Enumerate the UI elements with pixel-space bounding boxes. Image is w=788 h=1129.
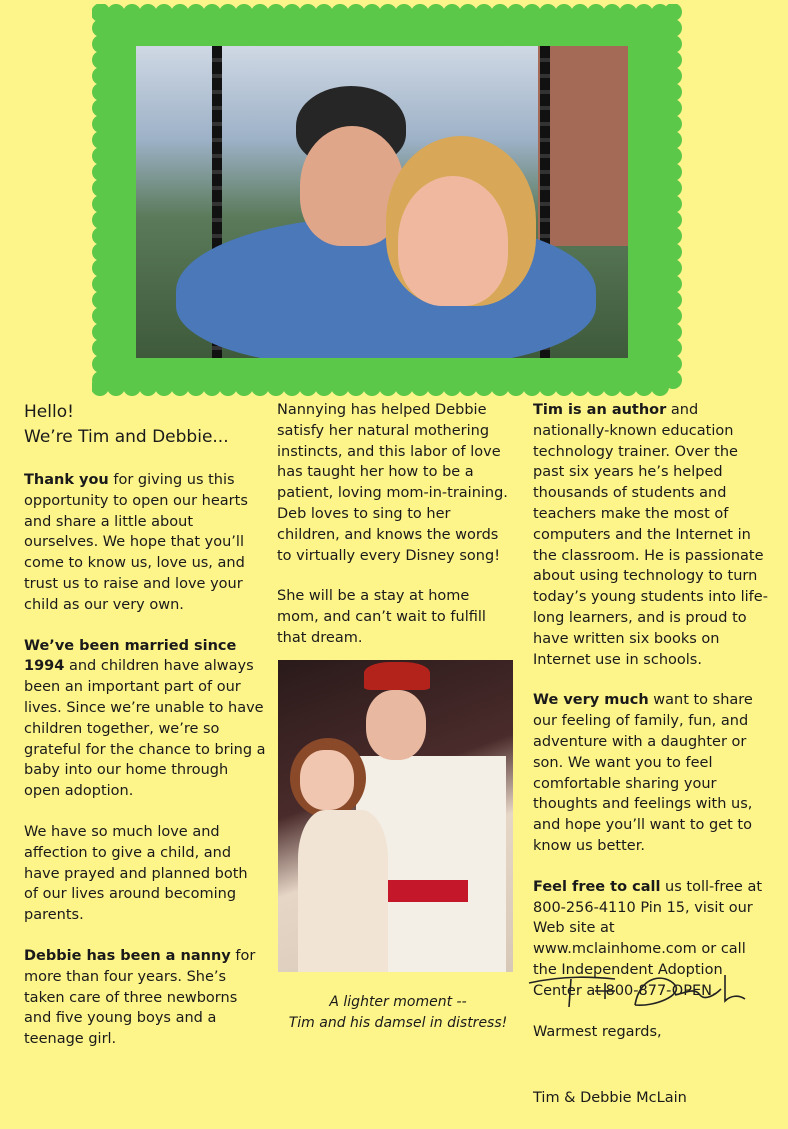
scallop (664, 211, 682, 229)
scallop (92, 147, 110, 165)
scallop (299, 378, 317, 396)
paragraph-text: and nationally-known education technology trainer. Over the past six years he’s helped thousands of students and teachers make the most of computers and the Internet in the classroom. He is passionate about using technology to turn today’s young students into life-long learners, and is proud to have written six books on Internet use in schools. (533, 402, 768, 668)
scallop (459, 4, 477, 22)
scallop (619, 4, 637, 22)
scallop (155, 4, 173, 22)
scallop (587, 4, 605, 22)
scallop (523, 378, 541, 396)
bold-lead: Tim is an author (533, 402, 667, 418)
brick-building (538, 46, 628, 246)
scallop (123, 4, 141, 22)
scallop (664, 131, 682, 149)
column-right (533, 400, 773, 1129)
scallop (664, 115, 682, 133)
scallop (571, 378, 589, 396)
scallop (347, 4, 365, 22)
scallop (92, 243, 110, 261)
scallop (331, 4, 349, 22)
scallop (523, 4, 541, 22)
scallop (92, 163, 110, 181)
scallop (603, 378, 621, 396)
scallop (92, 355, 110, 373)
column-left (24, 400, 266, 1070)
scallop (664, 195, 682, 213)
scallop (664, 355, 682, 373)
paragraph-thank-you (24, 470, 266, 616)
scallop (92, 195, 110, 213)
scallop (299, 4, 317, 22)
paragraph-text: for more than four years. She’s taken care of three newborns and five young boys and a teenage girl. (24, 947, 256, 1048)
scallop (587, 378, 605, 396)
paragraph-text: for giving us this opportunity to open our hearts and share a little about ourselves. We hope that you’ll come to know us, love us, and trust us to raise and love your child as our very own. (24, 472, 248, 613)
greeting (24, 400, 266, 450)
scallop (491, 378, 509, 396)
scallop (664, 291, 682, 309)
scallop (475, 4, 493, 22)
scallop (92, 51, 110, 69)
tim-face (366, 690, 426, 760)
scallop (203, 4, 221, 22)
scallop (283, 378, 301, 396)
scallop (571, 4, 589, 22)
scallop (251, 378, 269, 396)
scallop (363, 378, 381, 396)
scallop (664, 179, 682, 197)
scallop (171, 4, 189, 22)
red-sash (378, 880, 468, 902)
scallop (315, 378, 333, 396)
scallop (395, 4, 413, 22)
scallop (235, 4, 253, 22)
scallop (92, 371, 110, 389)
signature-name: Tim & Debbie McLain (533, 1090, 687, 1107)
scallop (427, 378, 445, 396)
scallop (664, 259, 682, 277)
scallop (92, 35, 110, 53)
handwritten-signature (525, 965, 765, 1015)
scallop (619, 378, 637, 396)
scallop (92, 131, 110, 149)
scallop (664, 19, 682, 37)
column-middle (277, 400, 515, 669)
scallop (347, 378, 365, 396)
scallop (443, 378, 461, 396)
scallop (171, 378, 189, 396)
red-hat (364, 662, 430, 690)
scallop (491, 4, 509, 22)
paragraph-love: We have so much love and affection to give a child, and have prayed and planned both of our lives around becoming parents. (24, 823, 248, 924)
scallop (664, 163, 682, 181)
scallop (283, 4, 301, 22)
paragraph-nannying: Nannying has helped Debbie satisfy her natural mothering instincts, and this labor of love has taught her how to be a patient, loving mom-in-training. Deb loves to sing to her children, and knows the words to virtually every Disney song! (277, 402, 508, 564)
scallop (92, 291, 110, 309)
scallop (139, 378, 157, 396)
couple-photo (136, 46, 628, 358)
paragraph-text: us toll-free at 800-256-4110 Pin 15, visit our Web site at www.mclainhome.com or call the Independent Adoption Center at 800-877-OPEN. (533, 878, 763, 999)
scallop (379, 378, 397, 396)
paragraph-stay-home: She will be a stay at home mom, and can’t wait to fulfill that dream. (277, 588, 486, 646)
scallop (92, 307, 110, 325)
scallop (427, 4, 445, 22)
scallop (267, 4, 285, 22)
scallop (507, 4, 525, 22)
scallop (664, 371, 682, 389)
scallop (664, 99, 682, 117)
scallop (139, 4, 157, 22)
debbie-dress (298, 810, 388, 972)
bold-lead: Thank you (24, 472, 109, 488)
caption-line1: A lighter moment -- (329, 994, 467, 1010)
closing: Warmest regards, (533, 1023, 662, 1040)
scallop (664, 275, 682, 293)
scallop (664, 51, 682, 69)
scallop (395, 378, 413, 396)
scallop (507, 378, 525, 396)
scallop (315, 4, 333, 22)
scallop (555, 4, 573, 22)
scallop (92, 275, 110, 293)
scallop (187, 4, 205, 22)
scallop (664, 147, 682, 165)
costume-photo (278, 660, 513, 972)
paragraph-text: want to share our feeling of family, fun, and adventure with a daughter or son. We want you to feel comfortable sharing your thoughts and feelings with us, and hope you’ll want to get to know us better. (533, 692, 753, 854)
scallop (664, 83, 682, 101)
paragraph-share (533, 690, 773, 856)
scallop (219, 4, 237, 22)
caption-line2: Tim and his damsel in distress! (288, 1015, 508, 1031)
scallop (92, 211, 110, 229)
scallop (92, 83, 110, 101)
scallop (664, 227, 682, 245)
scallop (92, 339, 110, 357)
scallop (635, 378, 653, 396)
scallop (123, 378, 141, 396)
scallop (187, 378, 205, 396)
scallop (379, 4, 397, 22)
scallop (92, 99, 110, 117)
scallop (411, 378, 429, 396)
paragraph-married (24, 636, 266, 802)
scallop (664, 243, 682, 261)
bold-lead: Feel free to call (533, 878, 661, 895)
scallop (92, 19, 110, 37)
debbie-face (300, 750, 354, 810)
paragraph-author (533, 400, 773, 670)
bold-lead: We’ve been married since 1994 (24, 637, 237, 675)
scallop (664, 67, 682, 85)
greeting-line1: Hello! (24, 402, 74, 422)
bold-lead: We very much (533, 692, 649, 709)
woman-face (398, 176, 508, 306)
scallop (635, 4, 653, 22)
scallop (92, 115, 110, 133)
scallop (251, 4, 269, 22)
paragraph-text: and children have always been an important part of our lives. Since we’re unable to have children together, we’re so grateful for the chance to bring a baby into our home through open adoption. (24, 658, 266, 800)
scallop (411, 4, 429, 22)
scallop (475, 378, 493, 396)
scallop (539, 378, 557, 396)
scallop (203, 378, 221, 396)
scallop (235, 378, 253, 396)
scallop (331, 378, 349, 396)
scallop (92, 323, 110, 341)
scallop (664, 339, 682, 357)
scallop (443, 4, 461, 22)
scallop (92, 227, 110, 245)
scallop (603, 4, 621, 22)
scallop (219, 378, 237, 396)
scallop (664, 307, 682, 325)
scallop (539, 4, 557, 22)
paragraph-nanny (24, 946, 266, 1050)
scallop (555, 378, 573, 396)
photo-caption (278, 992, 518, 1034)
greeting-line2: We’re Tim and Debbie... (24, 427, 229, 447)
scallop (664, 35, 682, 53)
scallop (363, 4, 381, 22)
scallop (92, 259, 110, 277)
scallop (459, 378, 477, 396)
scallop (92, 67, 110, 85)
scallop (664, 323, 682, 341)
scallop (155, 378, 173, 396)
scallop (92, 179, 110, 197)
scallop (267, 378, 285, 396)
bold-lead: Debbie has been a nanny (24, 947, 231, 964)
